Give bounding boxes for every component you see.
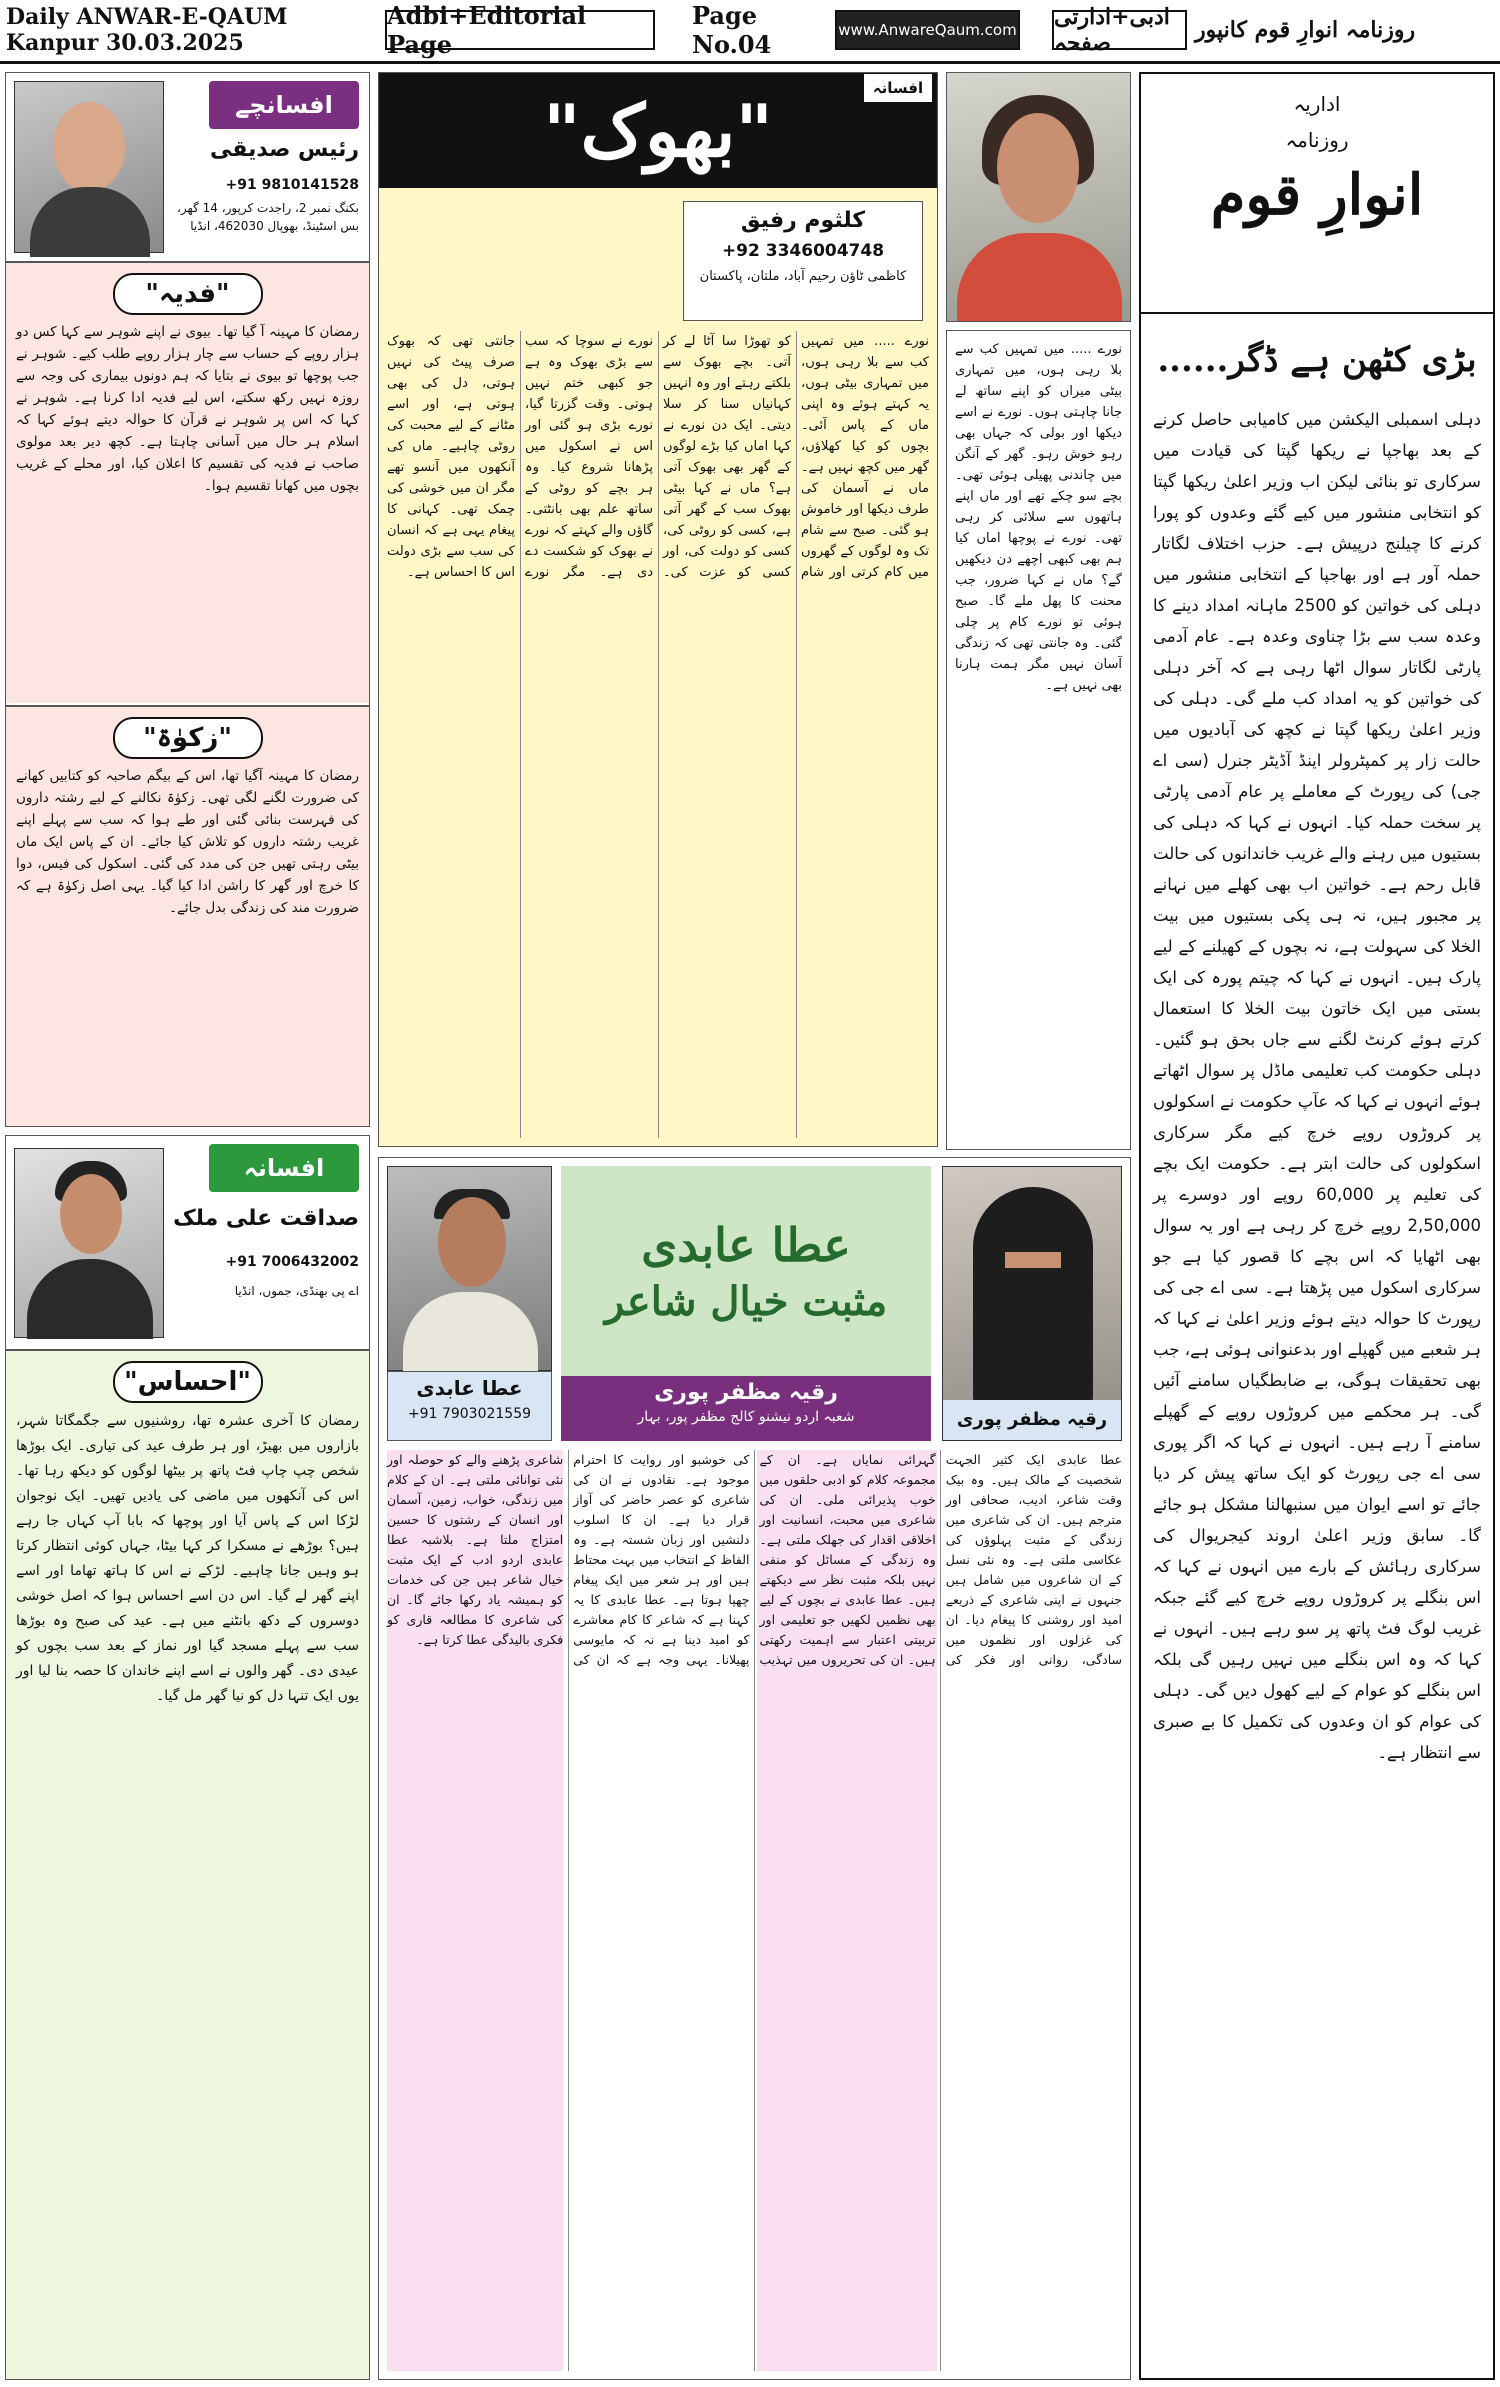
story-title: "فدیہ" (113, 273, 263, 315)
dateline: Daily ANWAR-E-QAUM Kanpur 30.03.2025 (6, 4, 288, 56)
genre-tag: افسانہ (209, 1144, 359, 1192)
photo-caption-box (387, 1371, 552, 1441)
author-phone: +91 9810141528 (225, 177, 359, 193)
author-phone: +91 7006432002 (225, 1254, 359, 1270)
website-link[interactable]: www.AnwareQaum.com (835, 10, 1020, 50)
editorial-label: اداریہ (1293, 92, 1341, 116)
banner-title: عطا عابدی (641, 1217, 851, 1272)
phone: +91 7903021559 (407, 1406, 532, 1422)
story-text: نورے ..... میں تمہیں کب سے بلا رہی ہوں، میں تمہاری بیٹی میراں کو اپنے ساتھ لے جانا چاہتی ہوں۔ نورے نے اسے دیکھا اور بولی کہ جہاں بھی رہو خوش رہو۔ گھر کے آنگن میں چاندنی پھیلی ہوئی تھی۔ بچے سو چکے تھے اور ماں اپنے ہاتھوں سے سلائی کر رہی تھی۔ نورے نے پوچھا اماں کیا ہم بھی کبھی اچھے دن دیکھیں گے؟ ماں نے کہا ضرور، جب محنت کا پھل ملے گا۔ صبح ہوئی تو نورے کام پر چلی گئی۔ وہ جانتی تھی کہ زندگی آسان نہیں مگر ہمت ہارنا بھی نہیں ہے۔ (955, 342, 1122, 693)
story-text: رمضان کا مہینہ آگیا تھا، اس کے بیگم صاحبہ کو کتابیں کھانے کی ضرورت لگنے لگی تھی۔ زکوٰۃ نکالنے کے لیے رشتہ داروں کی فہرست بنائی گئی اور طے ہوا کہ سب سے پہلے اپنے غریب رشتہ داروں کو تلاش کیا جائے۔ ان کے پاس ایک ماں بیٹی رہتی تھیں جن کی مدد کی گئی۔ اسکول کی فیس، دوا کا خرچ اور گھر کا راشن ادا کیا گیا۔ یہی اصل زکوٰۃ ہے کہ ضرورت مند کی زندگی بدل جائے۔ (16, 768, 359, 916)
bhook-story (378, 72, 938, 1147)
author-photo (946, 72, 1131, 322)
editorial-column (1139, 72, 1495, 2380)
feature-body: عطا عابدی ایک کثیر الجہت شخصیت کے مالک ہیں۔ وہ بیک وقت شاعر، ادیب، صحافی اور مترجم ہیں۔ ان کی شاعری میں زندگی کے مثبت پہلوؤں کی عکاسی ملتی ہے۔ وہ نئی نسل کے ان شاعروں میں شامل ہیں جنہوں نے اپنی شاعری کے ذریعے امید اور روشنی کا پیغام دیا۔ ان کی غزلوں اور نظموں میں سادگی، روانی اور فکر کی گہرائی نمایاں ہے۔ ان کے مجموعہ کلام کو ادبی حلقوں میں خوب پذیرائی ملی۔ ان کی شاعری میں محبت، انسانیت اور اخلاقی اقدار کی جھلک ملتی ہے۔ وہ زندگی کے مسائل کو منفی نہیں بلکہ مثبت نظر سے دیکھتے ہیں۔ عطا عابدی نے بچوں کے لیے بھی نظمیں لکھیں جو تعلیمی اور تربیتی اعتبار سے اہمیت رکھتی ہیں۔ ان کی تحریروں میں تہذیب کی خوشبو اور روایت کا احترام موجود ہے۔ نقادوں نے ان کی شاعری کو عصر حاضر کی آواز قرار دیا ہے۔ ان کا اسلوب دلنشیں اور زبان شستہ ہے۔ وہ الفاظ کے انتخاب میں بہت محتاط ہیں اور ہر شعر میں ایک پیغام چھپا ہوتا ہے۔ عطا عابدی کا یہ کہنا ہے کہ شاعر کا کام معاشرے کو امید دینا ہے نہ کہ مایوسی پھیلانا۔ یہی وجہ ہے کہ ان کی شاعری پڑھنے والے کو حوصلہ اور نئی توانائی ملتی ہے۔ ان کے کلام میں زندگی، خواب، زمین، آسمان اور انسان کے رشتوں کا حسین امتزاج ملتا ہے۔ بلاشبہ عطا عابدی اردو ادب کے ایک مثبت خیال شاعر ہیں جن کی خدمات کو ہمیشہ یاد رکھا جائے گا۔ ان کی شاعری کا مطالعہ قاری کو فکری بالیدگی عطا کرتا ہے۔ (387, 1452, 1122, 1667)
urdu-masthead: روزنامہ انوارِ قوم کانپور (1195, 17, 1416, 43)
author-photo (14, 1148, 164, 1338)
page-header (0, 0, 1500, 64)
story-fidya (6, 263, 369, 703)
ata-abidi-photo (387, 1166, 552, 1371)
author-name: صداقت علی ملک (173, 1206, 359, 1231)
byline (683, 201, 923, 321)
story-continuation (946, 330, 1131, 1150)
urdu-page-name: ادبی+ادارتی صفحہ (1052, 10, 1187, 50)
author-address: اے پی بھنڈی، جموں، انڈیا (234, 1284, 359, 1298)
author-name: رئیس صدیقی (210, 137, 359, 162)
story-title-banner: "بھوک" (379, 73, 937, 188)
photo-caption: عطا عابدی (416, 1376, 523, 1400)
story-title: "زکوٰۃ" (113, 717, 263, 759)
author-card (6, 73, 369, 263)
author-name: کلثوم رفیق (740, 208, 866, 233)
banner-subtitle: مثبت خیال شاعر (604, 1277, 888, 1325)
short-stories-column (5, 72, 370, 1127)
newspaper-name: انوارِ قوم (1210, 162, 1424, 228)
page-number: Page No.04 (692, 1, 772, 59)
editorial-masthead (1141, 74, 1493, 314)
author-address: شعبہ اردو نیشنو کالج مظفر پور، بہار (637, 1409, 855, 1425)
story-text: رمضان کا آخری عشرہ تھا، روشنیوں سے جگمگاتا شہر، بازاروں میں بھیڑ، اور ہر طرف عید کی تیاری۔ ایک بوڑھا شخص چپ چاپ فٹ پاتھ پر بیٹھا لوگوں کو دیکھ رہا تھا۔ اس کی آنکھوں میں ماضی کی یادیں تھیں۔ ایک نوجوان لڑکا اس کے پاس آیا اور پوچھا کہ بابا آپ کہاں جا رہے ہیں؟ بوڑھے نے مسکرا کر کہا بیٹا، جہاں کوئی انتظار کرتا ہو وہیں جانا چاہیے۔ لڑکے نے اس کا ہاتھ تھاما اور اسے اپنے گھر لے گیا۔ اس دن اسے احساس ہوا کہ اصل خوشی دوسروں کے دکھ بانٹنے میں ہے۔ عید کی صبح وہ بوڑھا سب سے پہلے مسجد گیا اور نماز کے بعد سب بچوں کو عیدی دی۔ گھر والوں نے اسے اپنے خاندان کا حصہ بنا لیا اور یوں ایک تنہا دل کو نیا گھر مل گیا۔ (16, 1413, 359, 1704)
author-card (6, 1136, 369, 1351)
author-name: رقیہ مظفر پوری (654, 1380, 838, 1405)
story-body: نورے ..... میں تمہیں کب سے بلا رہی ہوں، میں تمہاری بیٹی ہوں، یہ کہتے ہوئے وہ اپنی ماں کے پاس آئی۔ بچوں کو کیا کھلاؤں، گھر میں کچھ نہیں ہے۔ ماں نے آسمان کی طرف دیکھا اور خاموش ہو گئی۔ صبح سے شام تک وہ لوگوں کے گھروں میں کام کرتی اور شام کو تھوڑا سا آٹا لے کر آتی۔ بچے بھوک سے بلکتے رہتے اور وہ انہیں کہانیاں سنا کر سلا دیتی۔ ایک دن نورے نے کہا اماں کیا بڑے لوگوں کے گھر بھی بھوک آتی ہے؟ ماں نے کہا بیٹی بھوک سب کے گھر آتی ہے، کسی کو روٹی کی، کسی کو دولت کی، اور کسی کو عزت کی۔ نورے نے سوچا کہ سب سے بڑی بھوک وہ ہے جو کبھی ختم نہیں ہوتی۔ وقت گزرتا گیا، نورے بڑی ہو گئی اور اس نے اسکول میں پڑھانا شروع کیا۔ وہ ہر بچے کو روٹی کے ساتھ علم بھی بانٹتی۔ گاؤں والے کہتے کہ نورے نے بھوک کو شکست دے دی ہے۔ مگر نورے جانتی تھی کہ بھوک صرف پیٹ کی نہیں ہوتی، دل کی بھی ہوتی ہے، اور اسے مٹانے کے لیے محبت کی روٹی چاہیے۔ ماں کی آنکھوں میں آنسو تھے مگر ان میں خوشی کی چمک تھی۔ کہانی کا پیغام یہی ہے کہ انسان کی سب سے بڑی دولت اس کا احساس ہے۔ (387, 334, 929, 580)
ehsaas-column (5, 1135, 370, 2380)
page-name: Adbi+Editorial Page (385, 10, 655, 50)
feature-banner (561, 1166, 931, 1376)
author-photo (14, 81, 164, 253)
story-text: رمضان کا مہینہ آ گیا تھا۔ بیوی نے اپنے شوہر سے کہا کس دو ہزار روپے کے حساب سے چار ہزار روپے طلب کیے۔ شوہر نے جب پوچھا تو بیوی نے بتایا کہ ہم دونوں بیماری کی وجہ سے روزہ نہیں رکھ سکتے، اس لیے فدیہ ادا کرنا ہے۔ شوہر نے کہا کہ اس پر شوہر نے قرآن کا حوالہ دیتے ہوئے کہا کہ اسلام ہر حال میں آسانی چاہتا ہے۔ کچھ دیر بعد مولوی صاحب نے فدیہ کی تقسیم کا اعلان کیا، اور محلے کے غریب بچوں میں کھانا تقسیم ہوا۔ (16, 324, 359, 494)
ata-abidi-feature (378, 1157, 1131, 2380)
story-title: "احساس" (113, 1361, 263, 1403)
editorial-body: دہلی اسمبلی الیکشن میں کامیابی حاصل کرنے کے بعد بھاجپا نے ریکھا گپتا کی قیادت میں سرکاری تو بنائی لیکن اب وزیر اعلیٰ ریکھا گپتا کو انتخابی منشور میں کیے گئے وعدوں کو پورا کرنے کا چیلنج درپیش ہے۔ حزب اختلاف لگاتار حملہ آور ہے اور بھاجپا کے انتخابی منشور میں دہلی کی خواتین کو 2500 ماہانہ امداد دینے کا وعدہ سب سے بڑا چناوی وعدہ ہے۔ عام آدمی پارٹی لگاتار سوال اٹھا رہی ہے کہ آخر دہلی کی خواتین کو یہ امداد کب ملے گی۔ دہلی کی وزیر اعلیٰ ریکھا گپتا نے کچھ کی آبادیوں میں حالت زار پر کمپٹرولر اینڈ آڈیٹر جنرل (سی اے جی) کی رپورٹ کے معاملے پر عام آدمی پارٹی پر سخت حملہ کیا۔ انہوں نے کہا کہ دہلی کی بستیوں میں رہنے والے غریب خاندانوں کی حالت قابل رحم ہے۔ خواتین اب بھی کھلے میں نہانے پر مجبور ہیں، نہ ہی پکی بستیوں میں بیت الخلا کی سہولت ہے، نہ بچوں کے کھیلنے کے لیے پارک ہیں۔ انہوں نے کہا کہ چیتم پورہ کی ایک بستی میں ایک خاتون بیت الخلا کا استعمال کرتے ہوئے کرنٹ لگنے سے جاں بحق ہو گئیں۔ دہلی حکومت کب تعلیمی ماڈل پر سوال اٹھاتے ہوئے انہوں نے کہا کہ عآپ حکومت نے اسکولوں پر کروڑوں روپے خرچ کیے مگر سرکاری اسکولوں کی حالت ابتر ہے۔ حکومت ایک بچے کی تعلیم پر 60,000 روپے اور دوسرے پر 2,50,000 روپے خرچ کر رہی ہے اور یہ سوال بھی اٹھایا کہ اس بچے کا قصور کیا ہے جو سرکاری اسکول میں پڑھتا ہے۔ سی اے جی کی رپورٹ کا حوالہ دیتے ہوئے وزیر اعلیٰ نے کہا کہ ہر شعبے میں گھپلے اور بدعنوانی ہوئی ہے، جب بھی تحقیقات ہوگی، بے ضابطگیاں سامنے آئیں گی۔ ہر محکمے میں کروڑوں روپے کے گھپلے سامنے آ رہے ہیں۔ انہوں نے کہا کہ اگر پوری سی اے جی رپورٹ کو ایک ساتھ پیش کر دیا جائے تو اسے ایوان میں سنبھالنا مشکل ہو جائے گا۔ سابق وزیر اعلیٰ اروند کیجریوال کی سرکاری رہائش کے بارے میں انہوں نے کہا کہ اس بنگلے پر کروڑوں روپے خرچ کیے گئے جبکہ غریب لوگ فٹ پاتھ پر سو رہے ہیں۔ انہوں نے کہا کہ وہ اس بنگلے میں نہیں رہیں گی بلکہ اس بنگلے کو عوام کے لیے کھول دیں گی۔ دہلی کی عوام کو ان وعدوں کی تکمیل کا بے صبری سے انتظار ہے۔ (1153, 410, 1481, 1762)
story-ehsaas (6, 1351, 369, 2380)
editorial-headline: بڑی کٹھن ہے ڈگر...... (1157, 339, 1477, 380)
photo-caption: رقیہ مظفر پوری (943, 1400, 1121, 1440)
genre-tag: افسانہ (863, 73, 933, 103)
genre-tag: افسانچے (209, 81, 359, 129)
author-address: بکنگ نمبر 2، راجدت کرپور، 14 گھر، بس اسٹینڈ، بھوپال 462030، انڈیا (177, 201, 359, 233)
story-zakat (6, 705, 369, 1127)
daily-label: روزنامہ (1285, 128, 1349, 152)
author-address: کاظمی ٹاؤن رحیم آباد، ملتان، پاکستان (699, 269, 907, 284)
author-strip (561, 1376, 931, 1441)
author-photo (942, 1166, 1122, 1441)
author-phone: +92 3346004748 (721, 241, 885, 261)
